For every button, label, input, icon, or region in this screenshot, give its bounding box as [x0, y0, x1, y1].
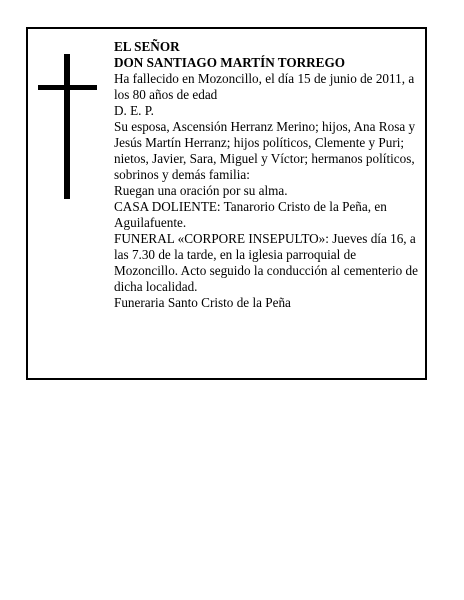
funeral-details: FUNERAL «CORPORE INSEPULTO»: Jueves día 16, a las 7.30 de la tarde, en la iglesia parroquial de Mozoncillo. Acto seguido la conducción al cementerio de dicha localidad. [114, 231, 418, 294]
deceased-name: DON SANTIAGO MARTÍN TORREGO [114, 55, 345, 70]
obituary-notice [26, 27, 427, 380]
family-members: Su esposa, Ascensión Herranz Merino; hijos, Ana Rosa y Jesús Martín Herranz; hijos políticos, Clemente y Puri; nietos, Javier, Sara, Miguel y Víctor; hermanos políticos, sobrinos y demás familia: [114, 119, 416, 182]
notice-text-block [114, 39, 420, 311]
cross-horizontal-bar [38, 85, 97, 90]
cross-vertical-bar [64, 54, 70, 199]
death-details: Ha fallecido en Mozoncillo, el día 15 de junio de 2011, a los 80 años de edad [114, 71, 415, 102]
rest-in-peace: D. E. P. [114, 103, 154, 118]
cross-icon [38, 54, 97, 199]
funeral-home: Funeraria Santo Cristo de la Peña [114, 295, 291, 310]
prayer-request: Ruegan una oración por su alma. [114, 183, 288, 198]
casa-doliente: CASA DOLIENTE: Tanarorio Cristo de la Peña, en Aguilafuente. [114, 199, 387, 230]
notice-header: EL SEÑOR [114, 39, 180, 54]
